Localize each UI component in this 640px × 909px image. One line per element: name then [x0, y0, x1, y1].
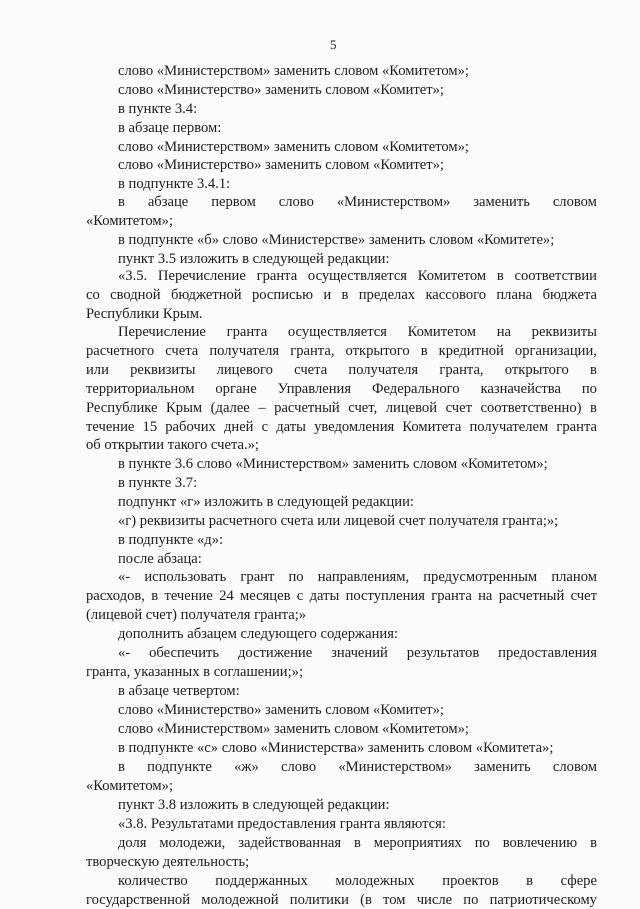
word: по — [581, 381, 597, 397]
word: «- — [118, 569, 131, 585]
text-line: «г) реквизиты расчетного счета или лицевой счет получателя гранта;»; — [118, 513, 559, 529]
word: предусмотренным — [423, 569, 538, 585]
word: слово — [280, 759, 317, 775]
word: течение — [164, 588, 213, 604]
word: планом — [551, 569, 597, 585]
word: плана — [496, 287, 533, 303]
word: лицевого — [216, 362, 273, 378]
word: 24 — [219, 588, 234, 604]
text-line: после абзаца: — [118, 551, 202, 567]
word: количество — [118, 873, 188, 889]
word: и — [323, 287, 332, 303]
word: на — [478, 588, 493, 604]
text-line — [86, 361, 597, 379]
word: государственной — [86, 892, 191, 908]
word: – — [258, 400, 266, 416]
word: в — [341, 287, 349, 303]
word: расходов, — [86, 588, 145, 604]
word: (далее — [210, 400, 250, 416]
word: Республике — [86, 400, 158, 416]
word: со — [86, 287, 100, 303]
word: счет — [445, 400, 472, 416]
word: открытого — [504, 362, 569, 378]
text-line: «3.8. Результатами предоставления гранта являются: — [118, 816, 446, 832]
word: Крым — [166, 400, 203, 416]
text-line: в пункте 3.7: — [118, 475, 198, 491]
word: молодежных — [335, 873, 415, 889]
text-line: в абзаце четвертом: — [118, 683, 240, 699]
word: бюджетной — [170, 287, 242, 303]
word: счет — [570, 588, 597, 604]
word: поддержанных — [215, 873, 308, 889]
word: в — [151, 588, 159, 604]
text-line: в подпункте 3.4.1: — [118, 176, 231, 192]
text-line — [118, 568, 597, 586]
word: уведомления — [314, 419, 395, 435]
word: органе — [215, 381, 257, 397]
word: кредитной — [438, 343, 504, 359]
word: получателем — [469, 419, 549, 435]
word: результатов — [406, 645, 480, 661]
word: получателя — [348, 362, 419, 378]
text-line — [86, 380, 597, 398]
word: казначейства — [480, 381, 561, 397]
word: в — [118, 194, 125, 210]
text-line: творческую деятельность; — [86, 854, 250, 870]
word: дней — [223, 419, 254, 435]
text-line — [86, 891, 597, 909]
word: в — [496, 268, 504, 284]
word: поступления — [345, 588, 425, 604]
word: доля — [118, 835, 147, 851]
text-line: в пункте 3.4: — [118, 101, 198, 117]
word: патриотическому — [489, 892, 597, 908]
word: росписью — [251, 287, 314, 303]
word: мероприятиях — [373, 835, 462, 851]
text-line: в подпункте «б» слово «Министерстве» заменить словом «Комитете»; — [118, 232, 555, 248]
word: сводной — [110, 287, 161, 303]
word: 15 — [142, 419, 158, 435]
word: направлениям, — [317, 569, 410, 585]
word: Комитетом — [417, 268, 487, 284]
word: течение — [86, 419, 135, 435]
word: Комитета — [402, 419, 462, 435]
word: гранта, — [290, 343, 335, 359]
text-line — [118, 834, 597, 852]
text-line — [118, 758, 597, 776]
word: Управления — [277, 381, 352, 397]
word: Федерального — [371, 381, 460, 397]
text-line: пункт 3.5 изложить в следующей редакции: — [118, 251, 390, 267]
page-number: 5 — [330, 37, 337, 52]
word: на — [496, 324, 511, 340]
text-line: Республики Крым. — [86, 306, 203, 322]
word: по — [474, 835, 490, 851]
word: значений — [331, 645, 388, 661]
word: месяцев — [240, 588, 291, 604]
word: расчетный — [498, 588, 565, 604]
word: расчетный — [274, 400, 340, 416]
word: соответствии — [514, 268, 597, 284]
word: счет, — [348, 400, 378, 416]
text-line: слово «Министерством» заменить словом «Комитетом»; — [118, 139, 469, 155]
word: даты — [309, 588, 340, 604]
word: «- — [118, 645, 131, 661]
word: молодежи, — [159, 835, 226, 851]
word: открытого — [345, 343, 410, 359]
word: словом — [552, 759, 597, 775]
word: обеспечить — [149, 645, 220, 661]
word: Комитетом — [407, 324, 477, 340]
word: вовлечению — [502, 835, 578, 851]
word: абзаце — [147, 194, 189, 210]
word: гранта — [431, 588, 472, 604]
text-line: в пункте 3.6 слово «Министерством» заменить словом «Комитетом»; — [118, 456, 548, 472]
word: слово — [278, 194, 314, 210]
text-line — [86, 418, 597, 436]
word: реквизиты — [130, 362, 196, 378]
word: «3.5. — [118, 268, 148, 284]
word: по — [463, 892, 479, 908]
word: гранта — [226, 324, 268, 340]
word: счета — [294, 362, 328, 378]
word: том — [383, 892, 406, 908]
text-line: подпункт «г» изложить в следующей редакции: — [118, 494, 414, 510]
text-line: слово «Министерством» заменить словом «Комитетом»; — [118, 63, 469, 79]
text-line: об открытии такого счета.»; — [86, 437, 259, 453]
text-line — [118, 323, 597, 341]
word: в — [526, 873, 534, 889]
word: соответственно) — [480, 400, 582, 416]
text-line — [118, 193, 597, 211]
word: территориальном — [86, 381, 195, 397]
text-line — [118, 267, 597, 285]
word: достижение — [237, 645, 313, 661]
word: кассового — [425, 287, 487, 303]
word: числе — [416, 892, 453, 908]
word: с — [261, 419, 269, 435]
word: в — [590, 400, 597, 416]
text-line: дополнить абзацем следующего содержания: — [118, 626, 398, 642]
word: грант — [240, 569, 275, 585]
word: предоставления — [498, 645, 597, 661]
word: в — [590, 835, 597, 851]
word: «Министерством» — [338, 759, 452, 775]
text-line — [118, 644, 597, 662]
text-line: «Комитетом»; — [86, 778, 174, 794]
word: заменить — [474, 759, 531, 775]
word: первом — [211, 194, 256, 210]
text-line — [86, 399, 597, 417]
word: или — [86, 362, 109, 378]
text-line — [86, 286, 597, 304]
word: счета — [165, 343, 199, 359]
word: лицевой — [385, 400, 438, 416]
word: осуществляется — [307, 268, 408, 284]
text-line — [86, 342, 597, 360]
word: организации, — [514, 343, 597, 359]
word: словом — [552, 194, 597, 210]
word: по — [288, 569, 304, 585]
text-line: слово «Министерством» заменить словом «Комитетом»; — [118, 721, 469, 737]
word: пределах — [358, 287, 416, 303]
word: расчетного — [86, 343, 155, 359]
word: «ж» — [234, 759, 259, 775]
text-line: «Комитетом»; — [86, 213, 174, 229]
word: в — [420, 343, 428, 359]
word: проектов — [442, 873, 499, 889]
word: с — [296, 588, 304, 604]
text-line: гранта, указанных в соглашении;»; — [86, 664, 304, 680]
text-line — [118, 872, 597, 890]
text-line: в абзаце первом: — [118, 120, 222, 136]
word: гранта — [256, 268, 298, 284]
word: сфере — [560, 873, 597, 889]
word: подпункте — [147, 759, 212, 775]
word: реквизиты — [531, 324, 597, 340]
text-line: слово «Министерство» заменить словом «Комитет»; — [118, 157, 444, 173]
text-line: слово «Министерство» заменить словом «Комитет»; — [118, 82, 444, 98]
word: «Министерством» — [336, 194, 451, 210]
word: рабочих — [165, 419, 216, 435]
word: в — [118, 759, 125, 775]
word: гранта — [556, 419, 597, 435]
text-line — [86, 587, 597, 605]
word: гранта, — [439, 362, 484, 378]
word: получателя — [209, 343, 280, 359]
word: Перечисление — [118, 324, 206, 340]
word: Перечисление — [157, 268, 246, 284]
text-line: слово «Министерство» заменить словом «Комитет»; — [118, 702, 444, 718]
word: заменить — [473, 194, 530, 210]
word: в — [353, 835, 361, 851]
word: даты — [276, 419, 306, 435]
word: в — [590, 362, 597, 378]
word: задействованная — [238, 835, 342, 851]
word: бюджета — [542, 287, 597, 303]
word: (в — [360, 892, 372, 908]
text-line: пункт 3.8 изложить в следующей редакции: — [118, 797, 390, 813]
text-line: (лицевой счет) получателя гранта;» — [86, 607, 307, 623]
text-line: в подпункте «д»: — [118, 532, 224, 548]
word: осуществляется — [287, 324, 387, 340]
text-line: в подпункте «с» слово «Министерства» заменить словом «Комитета»; — [118, 740, 554, 756]
word: молодежной — [201, 892, 279, 908]
word: политики — [289, 892, 349, 908]
word: использовать — [144, 569, 227, 585]
